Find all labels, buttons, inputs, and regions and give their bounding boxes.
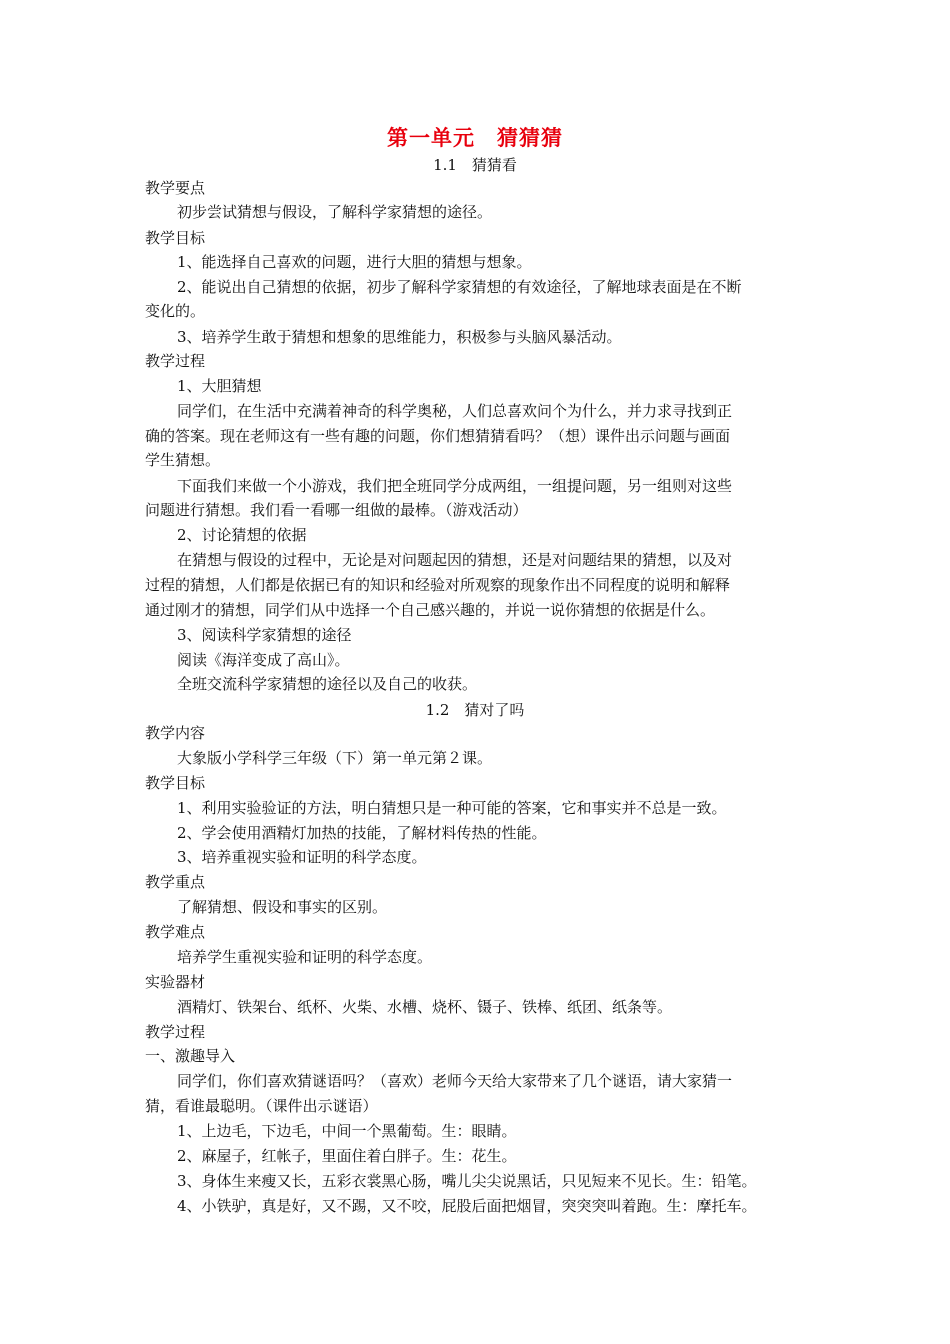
paragraph: 大象版小学科学三年级（下）第一单元第２课。 bbox=[177, 749, 493, 767]
section-label: 一、激趣导入 bbox=[145, 1047, 236, 1065]
section-label: 实验器材 bbox=[145, 973, 206, 991]
paragraph: 初步尝试猜想与假设，了解科学家猜想的途径。 bbox=[177, 203, 493, 221]
section-label: 教学目标 bbox=[145, 229, 206, 247]
list-item-cont: 变化的。 bbox=[145, 302, 206, 320]
section-label: 教学要点 bbox=[145, 179, 206, 197]
section-label: 教学过程 bbox=[145, 352, 206, 370]
step-heading: 3、阅读科学家猜想的途径 bbox=[177, 626, 352, 644]
section-label: 教学过程 bbox=[145, 1023, 206, 1041]
riddle-item: 2、麻屋子，红帐子，里面住着白胖子。生：花生。 bbox=[177, 1147, 517, 1165]
list-item: 2、能说出自己猜想的依据，初步了解科学家猜想的有效途径，了解地球表面是在不断 bbox=[177, 278, 742, 296]
section-label: 教学重点 bbox=[145, 873, 206, 891]
lesson2-heading: 1.2 猜对了吗 bbox=[425, 701, 525, 719]
riddle-item: 3、身体生来瘦又长，五彩衣裳黑心肠，嘴儿尖尖说黑话，只见短来不见长。生：铅笔。 bbox=[177, 1172, 757, 1190]
list-item: 3、培养重视实验和证明的科学态度。 bbox=[177, 848, 427, 866]
paragraph-cont: 过程的猜想，人们都是依据已有的知识和经验对所观察的现象作出不同程度的说明和解释 bbox=[145, 576, 731, 594]
section-label: 教学内容 bbox=[145, 724, 206, 742]
list-item: 2、学会使用酒精灯加热的技能，了解材料传热的性能。 bbox=[177, 824, 547, 842]
paragraph: 阅读《海洋变成了高山》。 bbox=[177, 651, 350, 669]
paragraph-cont: 问题进行猜想。我们看一看哪一组做的最棒。（游戏活动） bbox=[145, 501, 528, 519]
step-heading: 2、讨论猜想的依据 bbox=[177, 526, 307, 544]
paragraph: 培养学生重视实验和证明的科学态度。 bbox=[177, 948, 433, 966]
riddle-item: 4、小铁驴，真是好，又不踢，又不咬，屁股后面把烟冒，突突突叫着跑。生：摩托车。 bbox=[177, 1197, 757, 1215]
list-item: 1、能选择自己喜欢的问题，进行大胆的猜想与想象。 bbox=[177, 253, 532, 271]
step-heading: 1、大胆猜想 bbox=[177, 377, 262, 395]
paragraph-cont: 猜，看谁最聪明。（课件出示谜语） bbox=[145, 1097, 378, 1115]
section-label: 教学难点 bbox=[145, 923, 206, 941]
paragraph: 酒精灯、铁架台、纸杯、火柴、水槽、烧杯、镊子、铁棒、纸团、纸条等。 bbox=[177, 998, 673, 1016]
paragraph-cont: 确的答案。现在老师这有一些有趣的问题，你们想猜猜看吗？（想）课件出示问题与画面 bbox=[145, 427, 731, 445]
list-item: 3、培养学生敢于猜想和想象的思维能力，积极参与头脑风暴活动。 bbox=[177, 328, 622, 346]
paragraph: 了解猜想、假设和事实的区别。 bbox=[177, 898, 388, 916]
paragraph: 全班交流科学家猜想的途径以及自己的收获。 bbox=[177, 675, 478, 693]
lesson1-heading: 1.1 猜猜看 bbox=[433, 156, 517, 174]
paragraph: 同学们，你们喜欢猜谜语吗？（喜欢）老师今天给大家带来了几个谜语，请大家猜一 bbox=[177, 1072, 733, 1090]
list-item: 1、利用实验验证的方法，明白猜想只是一种可能的答案，它和事实并不总是一致。 bbox=[177, 799, 727, 817]
paragraph-cont: 通过刚才的猜想，同学们从中选择一个自己感兴趣的，并说一说你猜想的依据是什么。 bbox=[145, 601, 716, 619]
paragraph: 在猜想与假设的过程中，无论是对问题起因的猜想，还是对问题结果的猜想，以及对 bbox=[177, 551, 733, 569]
unit-title: 第一单元 猜猜猜 bbox=[387, 126, 563, 150]
section-label: 教学目标 bbox=[145, 774, 206, 792]
paragraph: 同学们，在生活中充满着神奇的科学奥秘，人们总喜欢问个为什么，并力求寻找到正 bbox=[177, 402, 733, 420]
paragraph: 下面我们来做一个小游戏，我们把全班同学分成两组，一组提问题，另一组则对这些 bbox=[177, 477, 733, 495]
paragraph-cont: 学生猜想。 bbox=[145, 451, 221, 469]
riddle-item: 1、上边毛，下边毛，中间一个黑葡萄。生：眼睛。 bbox=[177, 1122, 517, 1140]
